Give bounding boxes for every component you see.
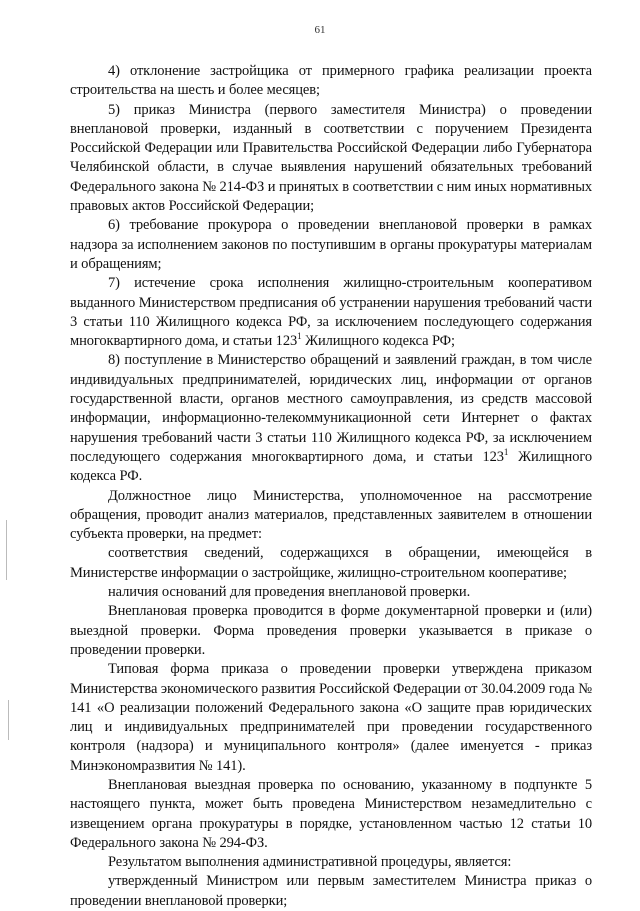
document-body	[70, 62, 592, 911]
superscript: 1	[297, 331, 302, 342]
scan-edge-mark	[8, 700, 9, 740]
paragraph: Типовая форма приказа о проведении проверки утверждена приказом Министерства экономического развития Российской Федерации от 30.04.2009 года № 141 «О реализации положений Федерального закона «О защите прав юридических лиц и индивидуальных предпринимателей при проведении государственного контроля (надзора) и муниципального контроля» (далее именуется - приказ Минэкономразвития № 141).	[70, 661, 592, 774]
paragraph: утвержденный Министром или первым заместителем Министра приказ о проведении внеплановой проверки;	[70, 873, 592, 909]
paragraph: Результатом выполнения административной процедуры, является:	[108, 854, 512, 871]
paragraph: Должностное лицо Министерства, уполномоченное на рассмотрение обращения, проводит анализ материалов, представленных заявителем в отношении субъекта проверки, на предмет:	[70, 487, 592, 543]
paragraph: 6) требование прокурора о проведении внеплановой проверки в рамках надзора за исполнением законов по поступившим в органы прокуратуры материалам и обращениям;	[70, 217, 592, 272]
paragraph: 4) отклонение застройщика от примерного графика реализации проекта строительства на шесть и более месяцев;	[70, 63, 592, 99]
paragraph: Внеплановая проверка проводится в форме документарной проверки и (или) выездной проверки. Форма проведения проверки указывается в приказе о проведении проверки.	[70, 603, 592, 658]
paragraph: 7) истечение срока исполнения жилищно-строительным кооперативом выданного Министерством предписания об устранении нарушения требований части 3 статьи 110 Жилищного кодекса РФ, за исключением последующего содержания многоквартирного дома, и статьи $123^1$ Жилищного кодекса РФ;	[70, 275, 592, 350]
scan-edge-mark	[6, 520, 7, 580]
paragraph: наличия оснований для проведения внеплановой проверки.	[108, 584, 471, 601]
superscript: 1	[503, 447, 509, 458]
paragraph: 5) приказ Министра (первого заместителя Министра) о проведении внеплановой проверки, изданный в соответствии с поручением Президента Российской Федерации или Правительства Российской Федерации либо Губернатора Челябинской области, в случае выявления нарушений обязательных требований Федерального закона № 214-ФЗ и принятых в соответствии с ним иных нормативных правовых актов Российской Федерации;	[70, 101, 592, 215]
page-number: 61	[314, 24, 326, 36]
paragraph: 8) поступление в Министерство обращений и заявлений граждан, в том числе индивидуальных предпринимателей, юридических лиц, информации от органов государственной власти, органов местного самоуправления, из средств массовой информации, информационно-телекоммуникационной сети Интернет о фактах нарушения требований части 3 статьи 110 Жилищного кодекса РФ, за исключением последующего содержания многоквартирного дома, и статьи $123^1$ Жилищного кодекса РФ.	[70, 352, 592, 485]
paragraph: Внеплановая выездная проверка по основанию, указанному в подпункте 5 настоящего пункта, может быть проведена Министерством незамедлительно с извещением органа прокуратуры в порядке, установленном частью 12 статьи 10 Федерального закона № 294-ФЗ.	[70, 776, 592, 851]
paragraph: соответствия сведений, содержащихся в обращении, имеющейся в Министерстве информации о застройщике, жилищно-строительном кооперативе;	[70, 545, 592, 581]
